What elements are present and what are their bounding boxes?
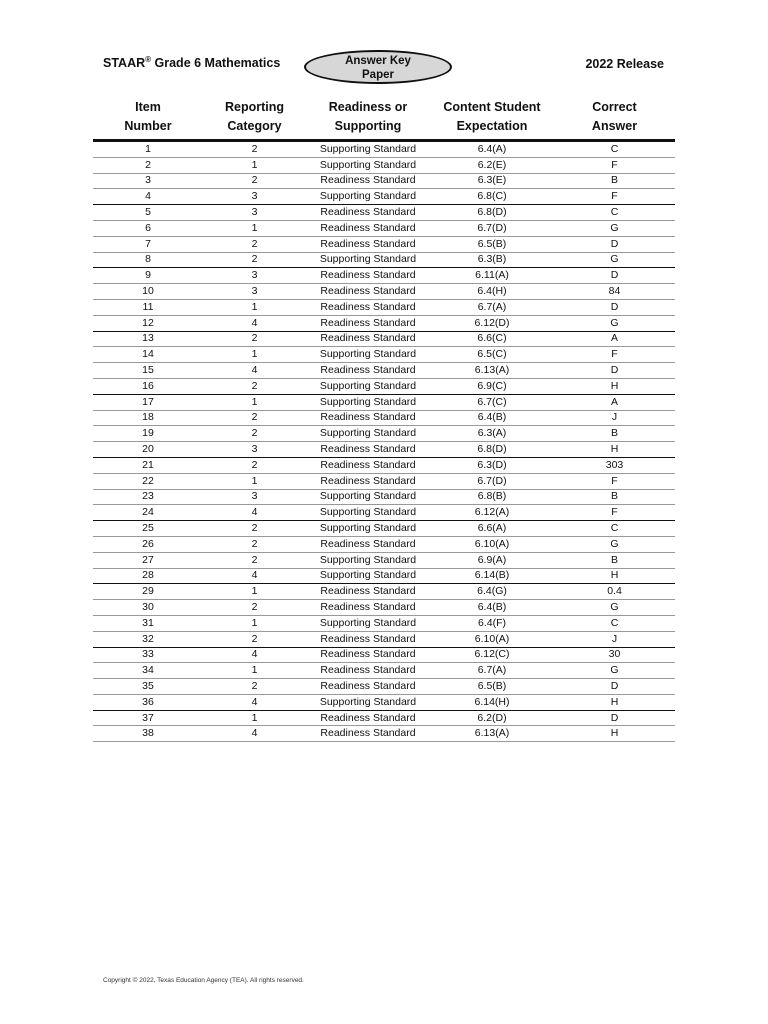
item-number-cell: 38 — [93, 726, 203, 742]
table-row — [93, 615, 675, 631]
standard-type-cell: Readiness Standard — [306, 726, 430, 742]
standard-type-cell: Supporting Standard — [306, 489, 430, 505]
item-number-cell: 35 — [93, 679, 203, 695]
item-number-cell: 32 — [93, 631, 203, 647]
table-row — [93, 631, 675, 647]
reporting-category-cell: 2 — [203, 426, 306, 442]
correct-answer-cell: 30 — [554, 647, 675, 663]
content-expectation-cell: 6.3(D) — [430, 457, 554, 473]
item-number-cell: 27 — [93, 552, 203, 568]
table-row — [93, 505, 675, 521]
content-expectation-cell: 6.6(A) — [430, 521, 554, 537]
table-row — [93, 679, 675, 695]
column-header-reporting-category: Reporting Category — [203, 97, 306, 141]
correct-answer-cell: F — [554, 157, 675, 173]
table-row — [93, 442, 675, 458]
table-row — [93, 347, 675, 363]
correct-answer-cell: J — [554, 631, 675, 647]
table-row — [93, 220, 675, 236]
table-row — [93, 284, 675, 300]
item-number-cell: 31 — [93, 615, 203, 631]
content-expectation-cell: 6.12(C) — [430, 647, 554, 663]
correct-answer-cell: G — [554, 315, 675, 331]
correct-answer-cell: F — [554, 189, 675, 205]
correct-answer-cell: F — [554, 505, 675, 521]
content-expectation-cell: 6.4(B) — [430, 600, 554, 616]
reporting-category-cell: 2 — [203, 331, 306, 347]
reporting-category-cell: 1 — [203, 299, 306, 315]
correct-answer-cell: C — [554, 141, 675, 158]
correct-answer-cell: H — [554, 378, 675, 394]
correct-answer-cell: H — [554, 694, 675, 710]
item-number-cell: 11 — [93, 299, 203, 315]
content-expectation-cell: 6.14(H) — [430, 694, 554, 710]
standard-type-cell: Readiness Standard — [306, 473, 430, 489]
correct-answer-cell: G — [554, 252, 675, 268]
table-row — [93, 536, 675, 552]
item-number-cell: 14 — [93, 347, 203, 363]
standard-type-cell: Supporting Standard — [306, 568, 430, 584]
table-row — [93, 363, 675, 379]
reporting-category-cell: 2 — [203, 252, 306, 268]
standard-type-cell: Readiness Standard — [306, 284, 430, 300]
item-number-cell: 7 — [93, 236, 203, 252]
reporting-category-cell: 2 — [203, 378, 306, 394]
reporting-category-cell: 4 — [203, 647, 306, 663]
correct-answer-cell: D — [554, 363, 675, 379]
reporting-category-cell: 3 — [203, 284, 306, 300]
standard-type-cell: Readiness Standard — [306, 536, 430, 552]
table-row — [93, 600, 675, 616]
table-row — [93, 331, 675, 347]
reporting-category-cell: 2 — [203, 236, 306, 252]
reporting-category-cell: 4 — [203, 568, 306, 584]
item-number-cell: 13 — [93, 331, 203, 347]
standard-type-cell: Readiness Standard — [306, 663, 430, 679]
table-row — [93, 694, 675, 710]
reporting-category-cell: 2 — [203, 679, 306, 695]
correct-answer-cell: 0.4 — [554, 584, 675, 600]
reporting-category-cell: 2 — [203, 410, 306, 426]
reporting-category-cell: 4 — [203, 363, 306, 379]
item-number-cell: 15 — [93, 363, 203, 379]
table-row — [93, 521, 675, 537]
column-header-correct-answer: Correct Answer — [554, 97, 675, 141]
correct-answer-cell: C — [554, 205, 675, 221]
correct-answer-cell: C — [554, 615, 675, 631]
standard-type-cell: Readiness Standard — [306, 631, 430, 647]
table-row — [93, 457, 675, 473]
content-expectation-cell: 6.9(C) — [430, 378, 554, 394]
table-row — [93, 726, 675, 742]
reporting-category-cell: 4 — [203, 694, 306, 710]
content-expectation-cell: 6.12(D) — [430, 315, 554, 331]
correct-answer-cell: 84 — [554, 284, 675, 300]
page-header — [93, 50, 675, 84]
content-expectation-cell: 6.2(E) — [430, 157, 554, 173]
correct-answer-cell: H — [554, 568, 675, 584]
reporting-category-cell: 2 — [203, 173, 306, 189]
item-number-cell: 24 — [93, 505, 203, 521]
standard-type-cell: Supporting Standard — [306, 252, 430, 268]
table-row — [93, 157, 675, 173]
release-label: 2022 Release — [585, 57, 664, 71]
correct-answer-cell: B — [554, 173, 675, 189]
standard-type-cell: Readiness Standard — [306, 647, 430, 663]
table-header-row — [93, 97, 675, 141]
correct-answer-cell: B — [554, 489, 675, 505]
reporting-category-cell: 3 — [203, 442, 306, 458]
item-number-cell: 30 — [93, 600, 203, 616]
standard-type-cell: Supporting Standard — [306, 694, 430, 710]
content-expectation-cell: 6.7(D) — [430, 220, 554, 236]
content-expectation-cell: 6.6(C) — [430, 331, 554, 347]
content-expectation-cell: 6.13(A) — [430, 726, 554, 742]
correct-answer-cell: H — [554, 442, 675, 458]
item-number-cell: 4 — [93, 189, 203, 205]
table-row — [93, 394, 675, 410]
standard-type-cell: Supporting Standard — [306, 189, 430, 205]
reporting-category-cell: 1 — [203, 157, 306, 173]
item-number-cell: 20 — [93, 442, 203, 458]
content-expectation-cell: 6.5(B) — [430, 236, 554, 252]
content-expectation-cell: 6.7(D) — [430, 473, 554, 489]
standard-type-cell: Readiness Standard — [306, 315, 430, 331]
content-expectation-cell: 6.5(B) — [430, 679, 554, 695]
standard-type-cell: Supporting Standard — [306, 615, 430, 631]
standard-type-cell: Readiness Standard — [306, 710, 430, 726]
standard-type-cell: Readiness Standard — [306, 442, 430, 458]
table-row — [93, 426, 675, 442]
standard-type-cell: Readiness Standard — [306, 220, 430, 236]
correct-answer-cell: G — [554, 536, 675, 552]
copyright-notice: Copyright © 2022, Texas Education Agency (TEA). All rights reserved. — [103, 977, 304, 984]
item-number-cell: 33 — [93, 647, 203, 663]
correct-answer-cell: B — [554, 552, 675, 568]
correct-answer-cell: A — [554, 331, 675, 347]
item-number-cell: 8 — [93, 252, 203, 268]
content-expectation-cell: 6.12(A) — [430, 505, 554, 521]
table-row — [93, 299, 675, 315]
content-expectation-cell: 6.7(A) — [430, 299, 554, 315]
content-expectation-cell: 6.7(C) — [430, 394, 554, 410]
standard-type-cell: Supporting Standard — [306, 347, 430, 363]
answer-key-badge: Answer Key Paper — [304, 50, 452, 84]
table-row — [93, 205, 675, 221]
item-number-cell: 10 — [93, 284, 203, 300]
table-row — [93, 268, 675, 284]
standard-type-cell: Supporting Standard — [306, 521, 430, 537]
item-number-cell: 17 — [93, 394, 203, 410]
standard-type-cell: Supporting Standard — [306, 426, 430, 442]
standard-type-cell: Readiness Standard — [306, 173, 430, 189]
reporting-category-cell: 3 — [203, 489, 306, 505]
correct-answer-cell: D — [554, 299, 675, 315]
column-header-content-expectation: Content Student Expectation — [430, 97, 554, 141]
table-row — [93, 647, 675, 663]
content-expectation-cell: 6.3(B) — [430, 252, 554, 268]
content-expectation-cell: 6.8(D) — [430, 442, 554, 458]
content-expectation-cell: 6.4(G) — [430, 584, 554, 600]
content-expectation-cell: 6.4(B) — [430, 410, 554, 426]
correct-answer-cell: F — [554, 473, 675, 489]
content-expectation-cell: 6.7(A) — [430, 663, 554, 679]
reporting-category-cell: 3 — [203, 205, 306, 221]
correct-answer-cell: A — [554, 394, 675, 410]
correct-answer-cell: H — [554, 726, 675, 742]
standard-type-cell: Supporting Standard — [306, 394, 430, 410]
table-row — [93, 584, 675, 600]
item-number-cell: 34 — [93, 663, 203, 679]
reporting-category-cell: 3 — [203, 189, 306, 205]
content-expectation-cell: 6.3(A) — [430, 426, 554, 442]
table-row — [93, 663, 675, 679]
reporting-category-cell: 2 — [203, 521, 306, 537]
item-number-cell: 6 — [93, 220, 203, 236]
item-number-cell: 22 — [93, 473, 203, 489]
table-row — [93, 315, 675, 331]
reporting-category-cell: 2 — [203, 536, 306, 552]
reporting-category-cell: 1 — [203, 584, 306, 600]
correct-answer-cell: J — [554, 410, 675, 426]
item-number-cell: 36 — [93, 694, 203, 710]
item-number-cell: 9 — [93, 268, 203, 284]
standard-type-cell: Supporting Standard — [306, 141, 430, 158]
item-number-cell: 18 — [93, 410, 203, 426]
item-number-cell: 5 — [93, 205, 203, 221]
reporting-category-cell: 2 — [203, 141, 306, 158]
correct-answer-cell: C — [554, 521, 675, 537]
standard-type-cell: Readiness Standard — [306, 268, 430, 284]
correct-answer-cell: F — [554, 347, 675, 363]
standard-type-cell: Readiness Standard — [306, 600, 430, 616]
reporting-category-cell: 1 — [203, 347, 306, 363]
table-row — [93, 173, 675, 189]
reporting-category-cell: 1 — [203, 615, 306, 631]
standard-type-cell: Readiness Standard — [306, 363, 430, 379]
column-header-readiness-supporting: Readiness or Supporting — [306, 97, 430, 141]
table-row — [93, 568, 675, 584]
standard-type-cell: Readiness Standard — [306, 331, 430, 347]
standard-type-cell: Readiness Standard — [306, 457, 430, 473]
standard-type-cell: Supporting Standard — [306, 505, 430, 521]
standard-type-cell: Readiness Standard — [306, 410, 430, 426]
standard-type-cell: Readiness Standard — [306, 584, 430, 600]
reporting-category-cell: 1 — [203, 220, 306, 236]
content-expectation-cell: 6.11(A) — [430, 268, 554, 284]
content-expectation-cell: 6.4(F) — [430, 615, 554, 631]
reporting-category-cell: 3 — [203, 268, 306, 284]
reporting-category-cell: 2 — [203, 457, 306, 473]
item-number-cell: 12 — [93, 315, 203, 331]
reporting-category-cell: 4 — [203, 315, 306, 331]
item-number-cell: 2 — [93, 157, 203, 173]
correct-answer-cell: D — [554, 710, 675, 726]
content-expectation-cell: 6.9(A) — [430, 552, 554, 568]
content-expectation-cell: 6.8(B) — [430, 489, 554, 505]
item-number-cell: 23 — [93, 489, 203, 505]
content-expectation-cell: 6.5(C) — [430, 347, 554, 363]
answer-key-table — [93, 97, 675, 742]
table-row — [93, 252, 675, 268]
reporting-category-cell: 1 — [203, 663, 306, 679]
item-number-cell: 26 — [93, 536, 203, 552]
correct-answer-cell: G — [554, 600, 675, 616]
standard-type-cell: Supporting Standard — [306, 378, 430, 394]
table-row — [93, 552, 675, 568]
content-expectation-cell: 6.4(A) — [430, 141, 554, 158]
reporting-category-cell: 1 — [203, 710, 306, 726]
standard-type-cell: Readiness Standard — [306, 679, 430, 695]
item-number-cell: 29 — [93, 584, 203, 600]
content-expectation-cell: 6.3(E) — [430, 173, 554, 189]
standard-type-cell: Readiness Standard — [306, 205, 430, 221]
table-row — [93, 410, 675, 426]
standard-type-cell: Supporting Standard — [306, 552, 430, 568]
correct-answer-cell: D — [554, 236, 675, 252]
reporting-category-cell: 1 — [203, 394, 306, 410]
item-number-cell: 16 — [93, 378, 203, 394]
standard-type-cell: Readiness Standard — [306, 299, 430, 315]
reporting-category-cell: 4 — [203, 726, 306, 742]
standard-type-cell: Supporting Standard — [306, 157, 430, 173]
reporting-category-cell: 2 — [203, 600, 306, 616]
document-title: STAAR® Grade 6 Mathematics — [103, 55, 281, 71]
content-expectation-cell: 6.4(H) — [430, 284, 554, 300]
content-expectation-cell: 6.13(A) — [430, 363, 554, 379]
table-row — [93, 189, 675, 205]
item-number-cell: 1 — [93, 141, 203, 158]
reporting-category-cell: 1 — [203, 473, 306, 489]
correct-answer-cell: B — [554, 426, 675, 442]
reporting-category-cell: 2 — [203, 631, 306, 647]
correct-answer-cell: D — [554, 679, 675, 695]
content-expectation-cell: 6.2(D) — [430, 710, 554, 726]
item-number-cell: 37 — [93, 710, 203, 726]
content-expectation-cell: 6.14(B) — [430, 568, 554, 584]
item-number-cell: 28 — [93, 568, 203, 584]
item-number-cell: 19 — [93, 426, 203, 442]
table-row — [93, 236, 675, 252]
correct-answer-cell: G — [554, 663, 675, 679]
content-expectation-cell: 6.8(D) — [430, 205, 554, 221]
reporting-category-cell: 2 — [203, 552, 306, 568]
table-row — [93, 710, 675, 726]
item-number-cell: 25 — [93, 521, 203, 537]
content-expectation-cell: 6.10(A) — [430, 536, 554, 552]
correct-answer-cell: G — [554, 220, 675, 236]
column-header-item-number: Item Number — [93, 97, 203, 141]
table-row — [93, 489, 675, 505]
table-row — [93, 141, 675, 158]
reporting-category-cell: 4 — [203, 505, 306, 521]
table-row — [93, 473, 675, 489]
item-number-cell: 3 — [93, 173, 203, 189]
content-expectation-cell: 6.8(C) — [430, 189, 554, 205]
standard-type-cell: Readiness Standard — [306, 236, 430, 252]
correct-answer-cell: 303 — [554, 457, 675, 473]
item-number-cell: 21 — [93, 457, 203, 473]
table-row — [93, 378, 675, 394]
correct-answer-cell: D — [554, 268, 675, 284]
content-expectation-cell: 6.10(A) — [430, 631, 554, 647]
